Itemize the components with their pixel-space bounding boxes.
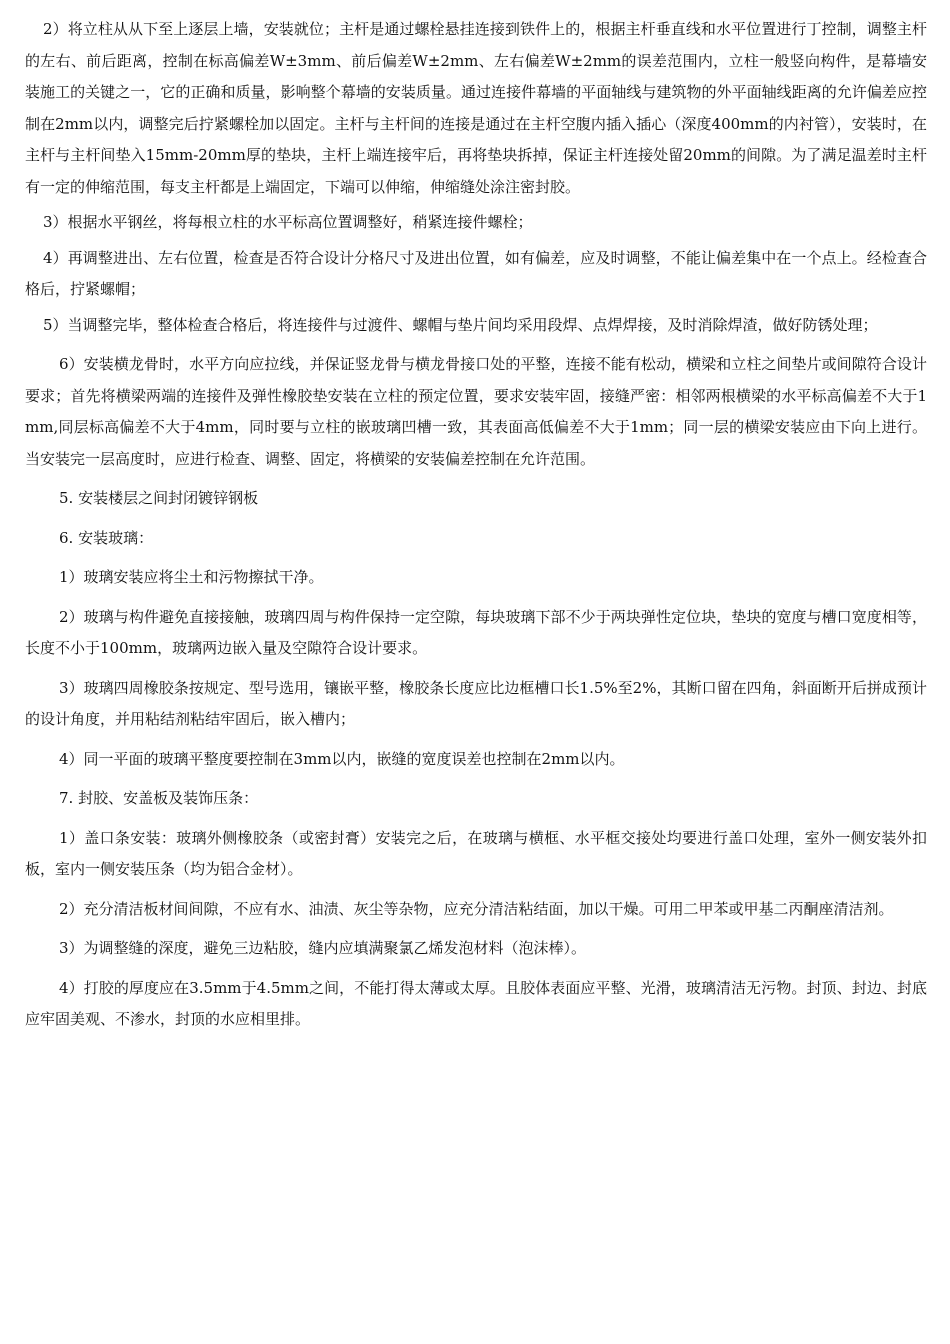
paragraph-seal-4: 4）打胶的厚度应在3.5mm于4.5mm之间，不能打得太薄或太厚。且胶体表面应平整、光滑，玻璃清洁无污物。封顶、封边、封底应牢固美观、不渗水，封顶的水应相里排。 [25, 978, 927, 1028]
paragraph-step-3-level-adjust: 3）根据水平钢丝，将每根立柱的水平标高位置调整好，稍紧连接件螺栓； [43, 213, 533, 231]
document-page [25, 14, 927, 1040]
paragraph-glass-3: 3）玻璃四周橡胶条按规定、型号选用，镶嵌平整，橡胶条长度应比边框槽口长1.5%至2%，其断口留在四角，斜面断开后拼成预计的设计角度，并用粘结剂粘结牢固后，嵌入槽内； [25, 678, 927, 728]
paragraph-step-2-column-install: 2）将立柱从从下至上逐层上墙，安装就位；主杆是通过螺栓悬挂连接到铁件上的，根据主杆垂直线和水平位置进行丁控制，调整主杆的左右、前后距离，控制在标高偏差W±3mm、前后偏差W±2mm、左右偏差W±2mm的误差范围内，立柱一般竖向构件，是幕墙安装施工的关键之一，它的正确和质量，影响整个幕墙的安装质量。通过连接件幕墙的平面轴线与建筑物的外平面轴线距离的允许偏差应控制在2mm以内，调整完后拧紧螺栓加以固定。主杆与主杆间的连接是通过在主杆空腹内插入插心（深度400mm的内衬管），安装时，在主杆与主杆间垫入15mm-20mm厚的垫块，主杆上端连接牢后，再将垫块拆掉，保证主杆连接处留20mm的间隙。为了满足温差时主杆有一定的伸缩范围，每支主杆都是上端固定，下端可以伸缩，伸缩缝处涂注密封胶。 [25, 20, 927, 196]
paragraph-step-6-transom-install: 6）安装横龙骨时，水平方向应拉线，并保证竖龙骨与横龙骨接口处的平整，连接不能有松动，横梁和立柱之间垫片或间隙符合设计要求；首先将横梁两端的连接件及弹性橡胶垫安装在立柱的预定位置，要求安装牢固，接缝严密：相邻两根横梁的水平标高偏差不大于1mm,同层标高偏差不大于4mm，同时要与立柱的嵌玻璃凹槽一致，其表面高低偏差不大于1mm；同一层的横梁安装应由下向上进行。当安装完一层高度时，应进行检查、调整、固定，将横梁的安装偏差控制在允许范围。 [25, 355, 927, 468]
paragraph-glass-1: 1）玻璃安装应将尘土和污物擦拭干净。 [59, 568, 324, 586]
paragraph-step-4-position-adjust: 4）再调整进出、左右位置，检查是否符合设计分格尺寸及进出位置，如有偏差，应及时调整，不能让偏差集中在一个点上。经检查合格后，拧紧螺帽； [25, 248, 927, 298]
paragraph-glass-4: 4）同一平面的玻璃平整度要控制在3mm以内，嵌缝的宽度误差也控制在2mm以内。 [59, 749, 625, 768]
paragraph-seal-3: 3）为调整缝的深度，避免三边粘胶，缝内应填满聚氯乙烯发泡材料（泡沫棒）。 [59, 939, 587, 957]
paragraph-seal-2: 2）充分清洁板材间间隙，不应有水、油渍、灰尘等杂物，应充分清洁粘结面，加以干燥。可用二甲苯或甲基二丙酮座清洁剂。 [59, 899, 894, 918]
paragraph-seal-1: 1）盖口条安装：玻璃外侧橡胶条（或密封膏）安装完之后，在玻璃与横框、水平框交接处均要进行盖口处理，室外一侧安装外扣板，室内一侧安装压条（均为铝合金材）。 [25, 828, 927, 878]
paragraph-step-5-welding: 5）当调整完毕，整体检查合格后，将连接件与过渡件、螺帽与垫片间均采用段焊、点焊焊接，及时消除焊渣，做好防锈处理； [43, 315, 878, 334]
section-heading-5: 5. 安装楼层之间封闭镀锌钢板 [59, 489, 259, 507]
paragraph-glass-2: 2）玻璃与构件避免直接接触，玻璃四周与构件保持一定空隙，每块玻璃下部不少于两块弹性定位块，垫块的宽度与槽口宽度相等，长度不小于100mm，玻璃两边嵌入量及空隙符合设计要求。 [25, 607, 927, 657]
section-heading-6: 6. 安装玻璃： [59, 528, 154, 547]
section-heading-7: 7. 封胶、安盖板及装饰压条： [59, 789, 259, 807]
